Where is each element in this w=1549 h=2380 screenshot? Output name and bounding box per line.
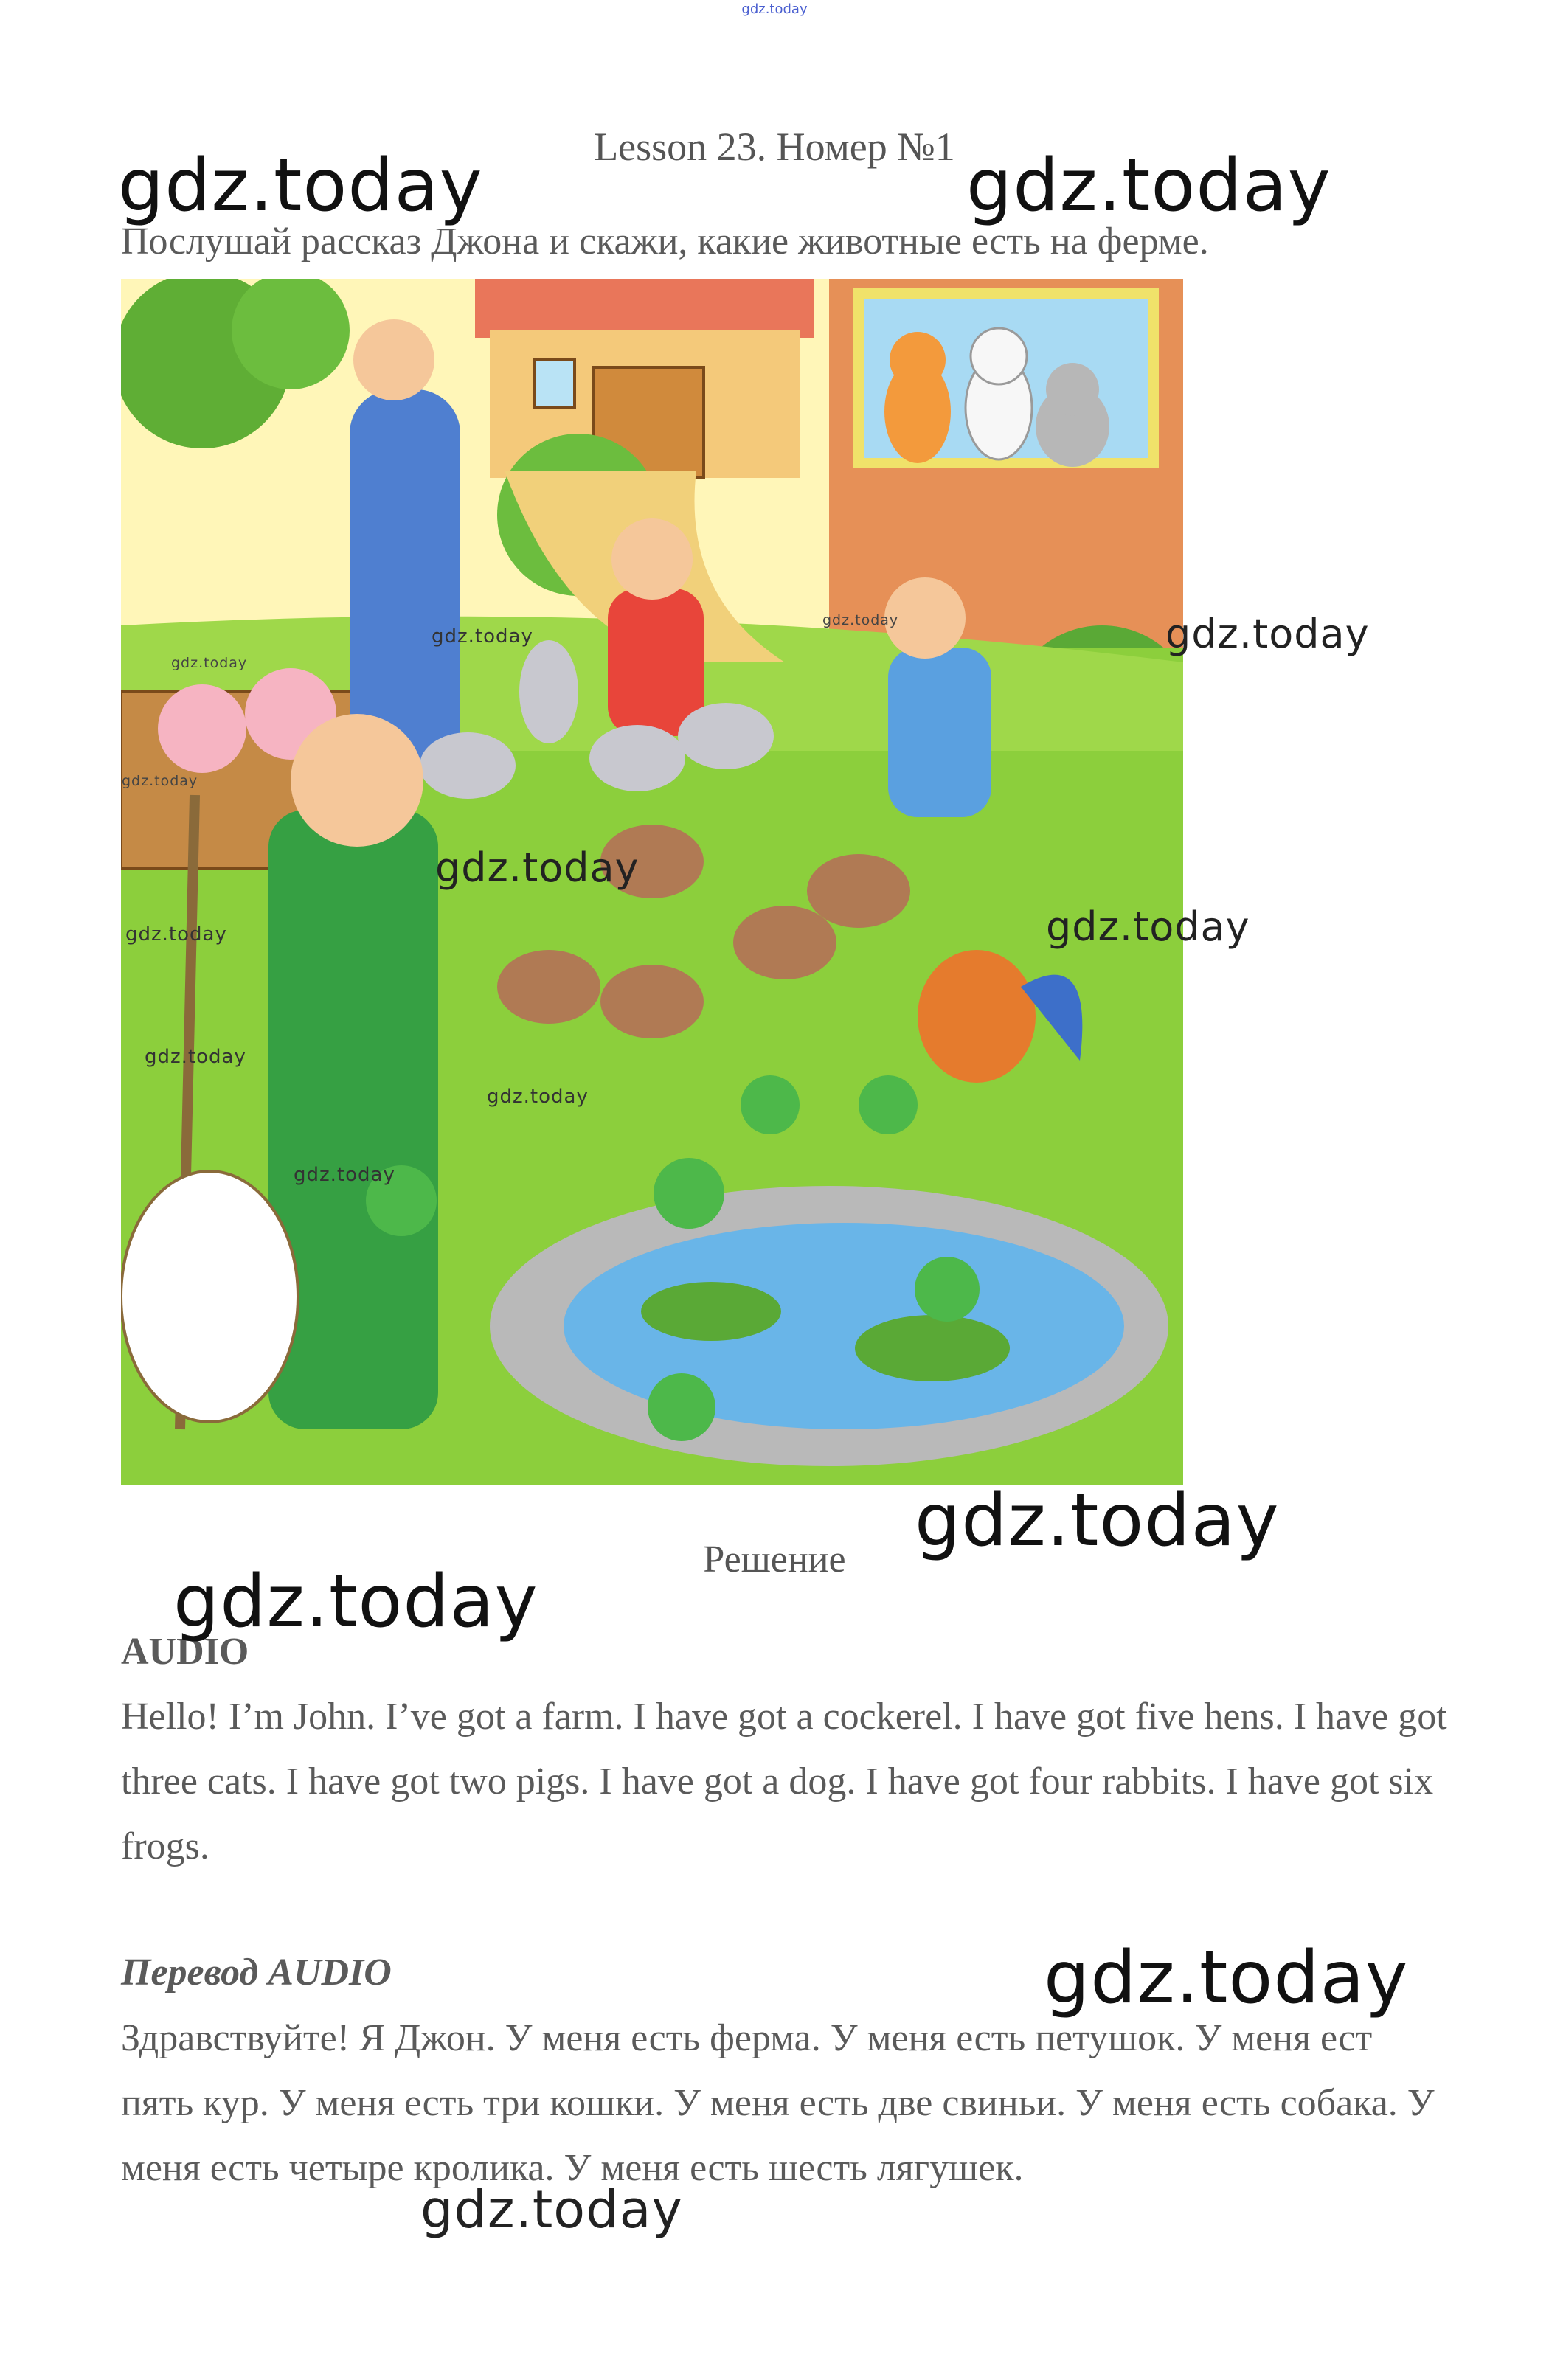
watermark: gdz.today bbox=[915, 1479, 1280, 1563]
barn-window bbox=[534, 360, 575, 408]
cockerel bbox=[918, 950, 1036, 1083]
watermark: gdz.today bbox=[173, 1560, 538, 1644]
watermark: gdz.today bbox=[294, 1164, 395, 1186]
dog bbox=[121, 1171, 298, 1422]
solution-label: Решение bbox=[703, 1538, 846, 1581]
watermark: gdz.today bbox=[145, 1046, 246, 1068]
watermark: gdz.today bbox=[125, 923, 227, 946]
pond-water bbox=[564, 1223, 1124, 1429]
watermark: gdz.today bbox=[435, 844, 640, 891]
farm-illustration bbox=[121, 279, 1183, 1485]
task-instruction: Послушай рассказ Джона и скажи, какие животные есть на ферме. bbox=[121, 221, 1209, 263]
watermark: gdz.today bbox=[420, 2179, 683, 2240]
top-watermark: gdz.today bbox=[741, 1, 808, 17]
watermark: gdz.today bbox=[118, 144, 483, 228]
translation-text: Здравствуйте! Я Джон. У меня есть ферма. У меня есть петушок. У меня ест пять кур. У меня есть три кошки. У меня есть две свиньи. У меня есть собака. У меня есть четыре кролика. У меня есть шесть лягушек. bbox=[121, 2017, 1435, 2189]
pig-1 bbox=[158, 684, 246, 773]
watermark: gdz.today bbox=[1046, 903, 1250, 950]
lesson-title: Lesson 23. Номер №1 bbox=[594, 125, 955, 169]
audio-heading: AUDIO bbox=[121, 1631, 249, 1673]
barn-roof bbox=[475, 279, 814, 338]
girl bbox=[888, 648, 991, 817]
watermark: gdz.today bbox=[1165, 611, 1370, 657]
watermark: gdz.today bbox=[822, 612, 899, 628]
translation-heading: Перевод AUDIO bbox=[121, 1951, 392, 1994]
watermark: gdz.today bbox=[171, 655, 248, 671]
rabbit bbox=[420, 732, 516, 799]
watermark: gdz.today bbox=[122, 773, 198, 789]
watermark: gdz.today bbox=[487, 1086, 589, 1108]
watermark: gdz.today bbox=[432, 625, 533, 648]
watermark: gdz.today bbox=[1044, 1936, 1409, 2020]
audio-text: Hello! I’m John. I’ve got a farm. I have got a cockerel. I have got five hens. I have got three cats. I have got two pigs. I have got a dog. I have got four rabbits. I have got six frogs. bbox=[121, 1696, 1447, 1867]
watermark: gdz.today bbox=[966, 144, 1331, 228]
boy bbox=[608, 589, 704, 736]
